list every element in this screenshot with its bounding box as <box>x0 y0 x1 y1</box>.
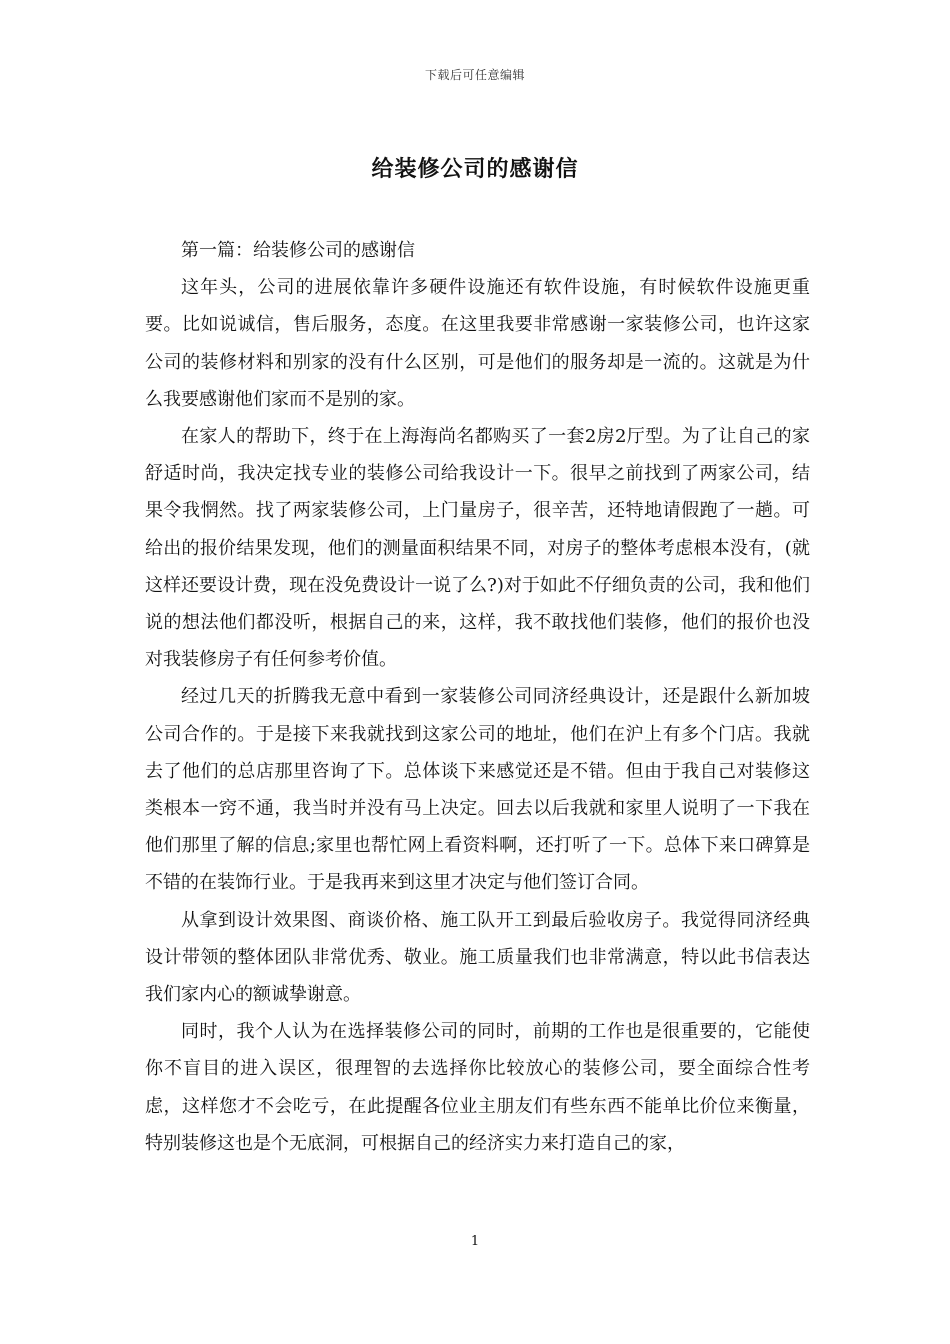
header-note: 下载后可任意编辑 <box>424 68 525 82</box>
paragraph: 从拿到设计效果图、商谈价格、施工队开工到最后验收房子。我觉得同济经典设计带领的整体团队非常优秀、敬业。施工质量我们也非常满意，特以此书信表达我们家内心的额诚挚谢意。 <box>145 909 810 1006</box>
page-number: 1 <box>470 1234 480 1249</box>
document-title: 给装修公司的感谢信 <box>371 156 579 182</box>
paragraph: 同时，我个人认为在选择装修公司的同时，前期的工作也是很重要的，它能使你不盲目的进入误区，很理智的去选择你比较放心的装修公司，要全面综合性考虑，这样您才不会吃亏，在此提醒各位业主朋友们有些东西不能单比价位来衡量，特别装修这也是个无底洞，可根据自己的经济实力来打造自己的家， <box>145 1021 810 1154</box>
paragraph: 这年头，公司的进展依靠许多硬件设施还有软件设施，有时候软件设施更重要。比如说诚信，售后服务，态度。在这里我要非常感谢一家装修公司，也许这家公司的装修材料和别家的没有什么区别，可是他们的服务却是一流的。这就是为什么我要感谢他们家而不是别的家。 <box>145 277 810 410</box>
section-heading: 第一篇：给装修公司的感谢信 <box>181 240 415 261</box>
paragraph: 经过几天的折腾我无意中看到一家装修公司同济经典设计，还是跟什么新加坡公司合作的。于是接下来我就找到这家公司的地址，他们在沪上有多个门店。我就去了他们的总店那里咨询了下。总体谈下来感觉还是不错。但由于我自己对装修这类根本一窍不通，我当时并没有马上决定。回去以后我就和家里人说明了一下我在他们那里了解的信息;家里也帮忙网上看资料啊，还打听了一下。总体下来口碑算是不错的在装饰行业。于是我再来到这里才决定与他们签订合同。 <box>145 686 810 894</box>
document-body <box>145 232 810 1162</box>
paragraph: 在家人的帮助下，终于在上海海尚名都购买了一套2房2厅型。为了让自己的家舒适时尚，我决定找专业的装修公司给我设计一下。很早之前找到了两家公司，结果令我惘然。找了两家装修公司，上门量房子，很辛苦，还特地请假跑了一趟。可给出的报价结果发现，他们的测量面积结果不同，对房子的整体考虑根本没有，(就这样还要设计费，现在没免费设计一说了么?)对于如此不仔细负责的公司，我和他们说的想法他们都没听，根据自己的来，这样，我不敢找他们装修，他们的报价也没对我装修房子有任何参考价值。 <box>145 426 810 671</box>
